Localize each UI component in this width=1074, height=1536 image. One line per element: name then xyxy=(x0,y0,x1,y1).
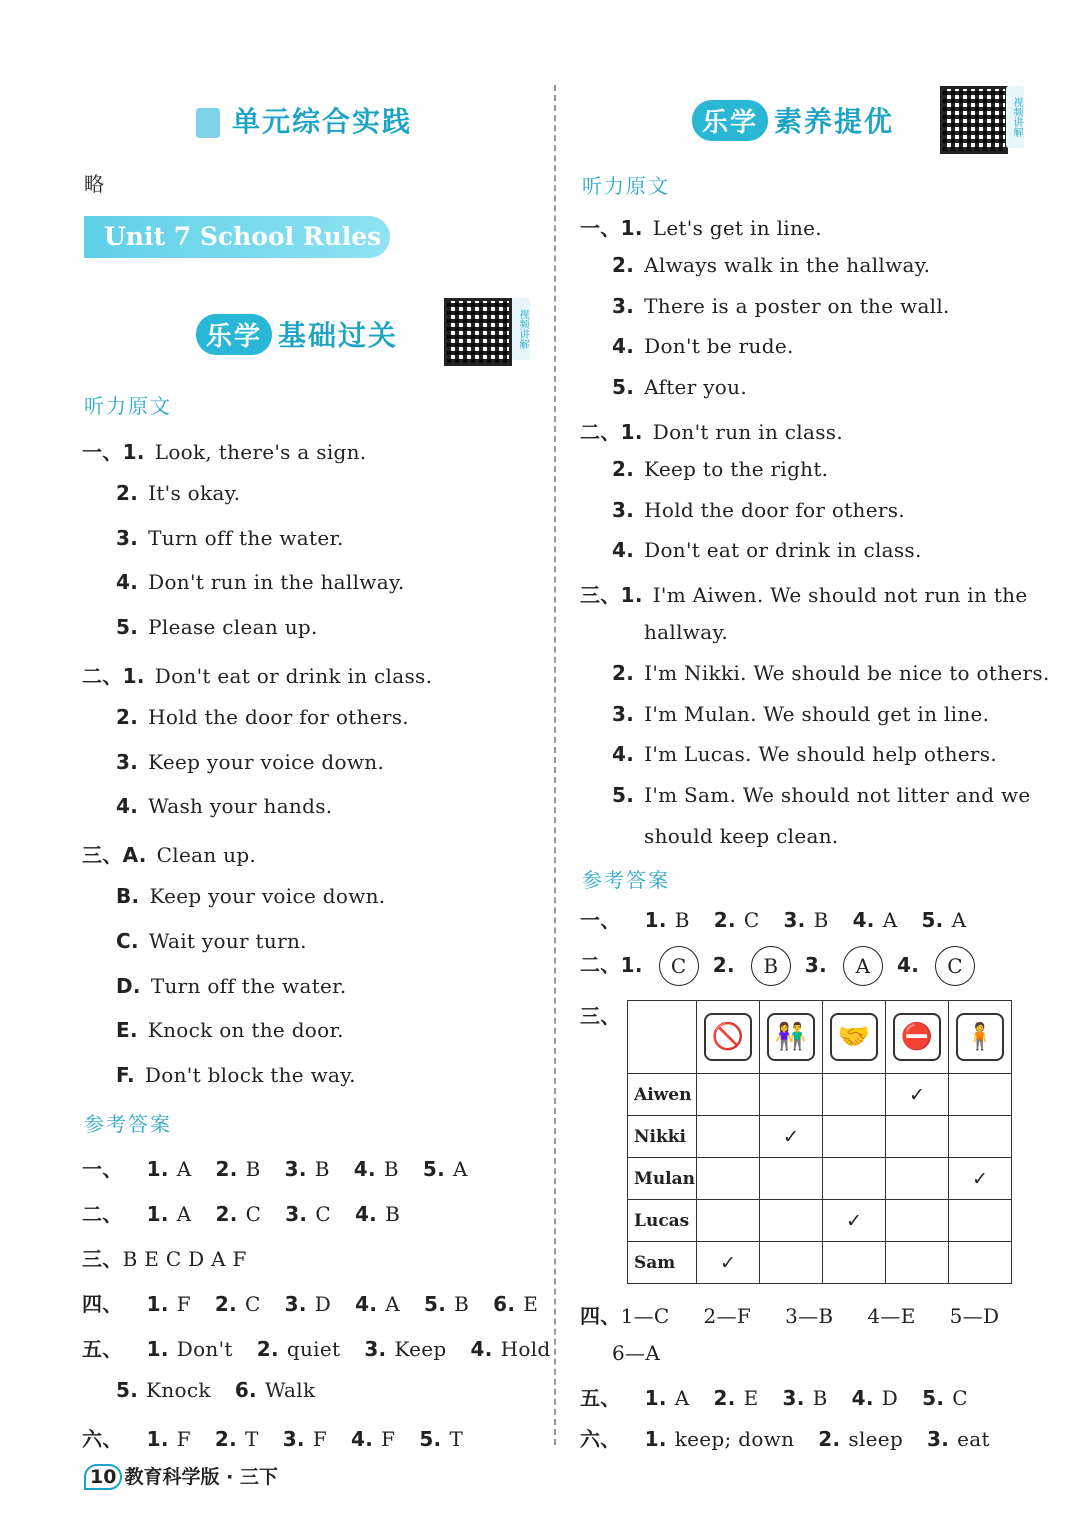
item-number: 5. xyxy=(422,1157,445,1181)
question-group-number: 一、 xyxy=(82,1157,123,1181)
item-number: 1. xyxy=(122,664,145,688)
listening-line xyxy=(612,334,794,358)
item-number: 5. xyxy=(612,375,635,400)
check-mark-icon: ✓ xyxy=(972,1167,988,1190)
answer-value: D xyxy=(881,1386,899,1410)
item-number: 1. xyxy=(620,216,643,240)
check-cell xyxy=(886,1158,949,1200)
check-mark-icon: ✓ xyxy=(846,1209,862,1232)
listening-text: I'm Aiwen. We should not run in the xyxy=(652,583,1028,608)
listening-text: Don't run in the hallway. xyxy=(148,570,405,595)
item-number: 5. xyxy=(612,783,635,808)
item-number: 2. xyxy=(612,660,635,685)
circled-answer: C xyxy=(935,946,975,986)
answer-line xyxy=(82,1153,468,1182)
item-number: 1. xyxy=(644,908,667,932)
listening-line xyxy=(116,929,307,953)
line-up-icon: 🧍 xyxy=(956,1013,1004,1061)
question-group-number: 一、 xyxy=(82,440,123,464)
picture-cell xyxy=(760,1001,823,1074)
answer-line xyxy=(82,1243,247,1272)
page-footer xyxy=(84,1462,278,1490)
answer-value: B xyxy=(454,1292,470,1316)
listening-line xyxy=(580,579,1027,608)
item-number: 5. xyxy=(116,615,139,640)
check-cell xyxy=(697,1200,760,1242)
qr-video-tag: 视频讲解 xyxy=(512,298,530,360)
answer-value: C xyxy=(315,1202,331,1226)
listening-line xyxy=(580,212,822,241)
listening-text: hallway. xyxy=(644,620,729,644)
item-number: 1. xyxy=(620,420,643,444)
answer-value: B xyxy=(812,1386,828,1410)
check-cell xyxy=(823,1074,886,1116)
circled-answer: C xyxy=(659,946,699,986)
item-number: 2. xyxy=(712,952,735,977)
check-cell xyxy=(760,1200,823,1242)
listening-title: 听力原文 xyxy=(84,394,172,418)
item-number: 3. xyxy=(782,1386,805,1410)
item-number: 4. xyxy=(851,1386,874,1410)
listening-text: Turn off the water. xyxy=(148,525,344,550)
question-group-number: 二、 xyxy=(580,420,621,444)
answer-value: C xyxy=(245,1292,261,1316)
checklist-table xyxy=(627,1000,1012,1284)
check-cell xyxy=(886,1242,949,1284)
item-number: 4. xyxy=(896,952,920,977)
listening-line xyxy=(116,615,318,639)
item-number: 1. xyxy=(122,440,145,464)
question-group-number: 二、 xyxy=(580,952,621,977)
table-row xyxy=(628,1242,1012,1284)
check-cell xyxy=(823,1158,886,1200)
item-number: 1. xyxy=(620,583,643,608)
listening-line xyxy=(82,839,256,868)
item-number: 3. xyxy=(282,1427,305,1451)
answer-value: A xyxy=(951,908,967,932)
answer-row-4 xyxy=(580,1300,1033,1329)
item-number: 6. xyxy=(493,1292,516,1316)
listening-text: Look, there's a sign. xyxy=(154,440,367,464)
item-number: B. xyxy=(116,884,140,908)
answer-title: 参考答案 xyxy=(84,1112,172,1136)
answer-row-4-cont xyxy=(612,1341,694,1365)
item-number: 6. xyxy=(234,1378,257,1402)
answer-row-2 xyxy=(580,946,989,986)
qr-code-icon[interactable] xyxy=(940,86,1008,154)
question-group-number: 四、 xyxy=(580,1304,621,1328)
listening-line xyxy=(116,1018,344,1042)
check-mark-icon: ✓ xyxy=(720,1251,736,1274)
no-running-icon: 🚫 xyxy=(704,1013,752,1061)
answer-value: Don't xyxy=(176,1337,233,1361)
question-group-number: 四、 xyxy=(82,1292,123,1316)
item-number: 1. xyxy=(644,1386,667,1410)
student-name: Nikki xyxy=(628,1116,697,1158)
listening-line xyxy=(612,294,950,318)
table-corner-cell xyxy=(628,1001,697,1074)
answer-value: sleep xyxy=(848,1427,904,1451)
listening-text: Keep your voice down. xyxy=(148,749,385,774)
banner-text: 基础过关 xyxy=(278,319,399,352)
answer-value: B xyxy=(314,1157,330,1181)
listening-line xyxy=(612,498,905,522)
no-litter-icon: ⛔ xyxy=(893,1013,941,1061)
answer-line xyxy=(82,1423,463,1452)
item-number: 3. xyxy=(116,749,139,774)
check-cell xyxy=(697,1074,760,1116)
item-number: 1. xyxy=(146,1337,169,1361)
question-group-number: 二、 xyxy=(82,664,123,688)
listening-line xyxy=(644,824,839,848)
listening-line xyxy=(116,794,332,818)
answer-value: C xyxy=(245,1202,262,1226)
listening-text: It's okay. xyxy=(148,480,241,505)
edition-label: 教育科学版 · 三下 xyxy=(124,1466,278,1488)
listening-text: Wait your turn. xyxy=(148,928,307,953)
basic-section-banner xyxy=(196,314,398,355)
check-cell xyxy=(886,1116,949,1158)
check-mark-icon: ✓ xyxy=(783,1125,799,1148)
kids-talking-icon: 👫 xyxy=(767,1013,815,1061)
item-number: 4. xyxy=(852,908,875,932)
question-group-number: 六、 xyxy=(82,1427,123,1451)
listening-text: Always walk in the hallway. xyxy=(644,252,931,277)
answer-value: F xyxy=(312,1427,327,1451)
answer-value: D xyxy=(314,1292,332,1316)
listening-line xyxy=(116,974,346,998)
bookmark-icon xyxy=(196,108,220,138)
answer-row-1 xyxy=(580,904,966,933)
table-row xyxy=(628,1158,1012,1200)
item-number: 4. xyxy=(353,1157,376,1181)
check-cell xyxy=(886,1200,949,1242)
answer-value: B xyxy=(245,1157,261,1181)
match-answer: 2—F xyxy=(703,1304,752,1328)
column-divider xyxy=(554,85,556,1445)
unit-title: Unit 7 School Rules xyxy=(84,216,390,258)
answer-row-6 xyxy=(580,1423,990,1452)
item-number: 2. xyxy=(116,704,139,729)
item-number: A. xyxy=(122,843,147,868)
listening-line xyxy=(116,526,344,550)
item-number: D. xyxy=(116,973,141,998)
question-group-number: 五、 xyxy=(580,1386,621,1410)
question-group-number: 五、 xyxy=(82,1337,123,1361)
listening-line xyxy=(612,457,828,481)
item-number: 3. xyxy=(284,1157,307,1181)
picture-cell xyxy=(697,1001,760,1074)
check-cell xyxy=(697,1158,760,1200)
listening-text: I'm Sam. We should not litter and we xyxy=(644,783,1031,808)
item-number: 1. xyxy=(146,1292,169,1316)
listening-text: should keep clean. xyxy=(644,824,839,848)
picture-cell xyxy=(949,1001,1012,1074)
item-number: F. xyxy=(116,1063,135,1088)
item-number: 3. xyxy=(804,952,827,977)
listening-text: After you. xyxy=(644,375,747,400)
check-cell xyxy=(697,1116,760,1158)
check-cell xyxy=(949,1158,1012,1200)
listening-title: 听力原文 xyxy=(582,174,670,198)
match-answer: 3—B xyxy=(785,1304,834,1328)
item-number: 5. xyxy=(922,1386,945,1410)
student-name: Aiwen xyxy=(628,1074,697,1116)
listening-line xyxy=(580,416,843,445)
listening-text: I'm Mulan. We should get in line. xyxy=(644,701,990,726)
answer-value: A xyxy=(385,1292,400,1316)
answer-value: B xyxy=(383,1157,399,1181)
item-number: 2. xyxy=(612,456,635,481)
answer-line xyxy=(82,1198,400,1227)
answer-value: Hold xyxy=(500,1337,551,1361)
banner-text: 素养提优 xyxy=(774,105,895,138)
listening-line xyxy=(612,783,1031,807)
answer-value: keep; down xyxy=(674,1427,795,1451)
listening-line xyxy=(612,742,997,766)
question-group-number: 六、 xyxy=(580,1427,621,1451)
listening-text: Knock on the door. xyxy=(147,1018,344,1043)
listening-line xyxy=(612,661,1050,685)
item-number: 2. xyxy=(116,480,139,505)
page-number: 10 xyxy=(84,1464,122,1490)
match-answer: 1—C xyxy=(620,1304,670,1328)
match-answer: 4—E xyxy=(867,1304,916,1328)
item-number: 3. xyxy=(783,908,806,932)
check-cell xyxy=(886,1074,949,1116)
picture-cell xyxy=(886,1001,949,1074)
listening-line xyxy=(82,660,432,689)
item-number: 2. xyxy=(214,1427,238,1451)
item-number: 3. xyxy=(612,497,635,522)
answer-value: B xyxy=(813,908,829,932)
student-name: Lucas xyxy=(628,1200,697,1242)
listening-text: Don't block the way. xyxy=(144,1063,356,1088)
helping-icon: 🤝 xyxy=(830,1013,878,1061)
match-answer: 5—D xyxy=(949,1304,1000,1328)
answer-value: T xyxy=(449,1427,464,1451)
answer-value: E xyxy=(523,1292,539,1316)
check-cell xyxy=(760,1116,823,1158)
student-name: Sam xyxy=(628,1242,697,1284)
answer-line xyxy=(116,1378,315,1402)
check-cell xyxy=(760,1158,823,1200)
listening-text: Hold the door for others. xyxy=(644,497,905,522)
answer-value: F xyxy=(381,1427,396,1451)
item-number: 3. xyxy=(284,1292,307,1316)
item-number: 2. xyxy=(713,908,736,932)
check-cell xyxy=(949,1074,1012,1116)
listening-text: Hold the door for others. xyxy=(148,704,409,729)
listening-text: Turn off the water. xyxy=(150,973,347,998)
item-number: 3. xyxy=(116,525,139,550)
answer-value: A xyxy=(674,1386,690,1410)
listening-text: I'm Lucas. We should help others. xyxy=(644,742,998,767)
listening-line xyxy=(116,750,384,774)
answer-line xyxy=(82,1288,538,1317)
item-number: 5. xyxy=(116,1378,139,1402)
item-number: 3. xyxy=(285,1202,308,1226)
listening-line xyxy=(116,884,385,908)
listening-line xyxy=(612,702,989,726)
item-number: 4. xyxy=(116,570,139,595)
item-number: 3. xyxy=(364,1337,387,1361)
item-number: 5. xyxy=(424,1292,447,1316)
check-cell xyxy=(760,1242,823,1284)
answer-value: F xyxy=(176,1427,191,1451)
listening-line xyxy=(612,538,922,562)
answer-value: B E C D A F xyxy=(122,1247,247,1271)
check-cell xyxy=(697,1242,760,1284)
answer-value: C xyxy=(952,1386,968,1410)
question-group-number: 一、 xyxy=(580,908,621,932)
item-number: 2. xyxy=(612,252,635,277)
answer-value: A xyxy=(882,908,898,932)
listening-line xyxy=(116,570,405,594)
item-number: 5. xyxy=(419,1427,442,1451)
listening-line xyxy=(116,1063,356,1087)
check-cell xyxy=(823,1116,886,1158)
listening-text: There is a poster on the wall. xyxy=(644,293,950,318)
check-mark-icon: ✓ xyxy=(909,1083,925,1106)
question-group-number: 二、 xyxy=(82,1202,123,1226)
answer-value: quiet xyxy=(286,1337,341,1361)
item-number: 1. xyxy=(146,1157,169,1181)
listening-text: Let's get in line. xyxy=(652,216,822,240)
listening-line xyxy=(116,705,409,729)
item-number: 4. xyxy=(116,794,139,819)
answer-value: C xyxy=(743,908,760,932)
answer-value: B xyxy=(385,1202,401,1226)
check-cell xyxy=(823,1242,886,1284)
listening-text: Keep your voice down. xyxy=(149,884,386,908)
answer-value: F xyxy=(176,1292,191,1316)
item-number: E. xyxy=(116,1018,138,1043)
item-number: 4. xyxy=(351,1427,374,1451)
omitted-note: 略 xyxy=(84,172,105,196)
qr-video-tag: 视频讲解 xyxy=(1006,86,1024,148)
question-group-number: 三、 xyxy=(580,583,621,608)
answer-row-3-label: 三、 xyxy=(580,1004,621,1028)
item-number: 2. xyxy=(256,1337,279,1361)
circled-answer: A xyxy=(843,946,883,986)
answer-value: B xyxy=(674,908,690,932)
answer-value: A xyxy=(176,1157,192,1181)
item-number: 4. xyxy=(354,1202,378,1226)
answer-value: Keep xyxy=(394,1337,447,1361)
question-group-number: 一、 xyxy=(580,216,621,240)
listening-line xyxy=(82,436,366,465)
item-number: 2. xyxy=(713,1386,736,1410)
unit-practice-title: 单元综合实践 xyxy=(196,100,412,140)
answer-value: T xyxy=(245,1427,259,1451)
item-number: 3. xyxy=(612,293,635,318)
lexue-badge: 乐学 xyxy=(692,100,768,141)
picture-cell xyxy=(823,1001,886,1074)
listening-text: Don't eat or drink in class. xyxy=(154,664,433,688)
listening-text: Clean up. xyxy=(156,843,257,868)
answer-value: E xyxy=(743,1386,759,1410)
item-number: C. xyxy=(116,928,139,953)
item-number: 4. xyxy=(612,334,635,359)
item-number: 1. xyxy=(620,952,643,977)
item-number: 4. xyxy=(470,1337,493,1361)
answer-value: Walk xyxy=(264,1378,316,1402)
listening-line xyxy=(116,481,240,505)
match-answer: 6—A xyxy=(612,1341,661,1365)
listening-text: Wash your hands. xyxy=(148,794,333,819)
item-number: 5. xyxy=(921,908,944,932)
item-number: 2. xyxy=(215,1202,238,1226)
item-number: 4. xyxy=(355,1292,378,1316)
listening-line xyxy=(644,620,728,644)
lexue-badge: 乐学 xyxy=(196,314,272,355)
item-number: 2. xyxy=(214,1292,238,1316)
answer-value: eat xyxy=(957,1427,990,1451)
advanced-section-banner xyxy=(692,100,894,141)
item-number: 1. xyxy=(146,1202,169,1226)
answer-line xyxy=(82,1333,551,1362)
listening-text: Please clean up. xyxy=(148,615,318,640)
check-cell xyxy=(760,1074,823,1116)
listening-text: Don't be rude. xyxy=(644,334,794,359)
listening-text: I'm Nikki. We should be nice to others. xyxy=(644,660,1050,685)
answer-value: A xyxy=(452,1157,468,1181)
check-cell xyxy=(949,1200,1012,1242)
answer-title: 参考答案 xyxy=(582,868,670,892)
answer-row-5 xyxy=(580,1382,968,1411)
circled-answer: B xyxy=(751,946,791,986)
question-group-number: 三、 xyxy=(82,843,123,868)
question-group-number: 三、 xyxy=(82,1247,123,1271)
listening-line xyxy=(612,253,930,277)
listening-text: Keep to the right. xyxy=(644,456,829,481)
table-row xyxy=(628,1200,1012,1242)
item-number: 1. xyxy=(146,1427,169,1451)
check-cell xyxy=(823,1200,886,1242)
table-header-row xyxy=(628,1001,1012,1074)
item-number: 2. xyxy=(215,1157,238,1181)
check-cell xyxy=(949,1242,1012,1284)
item-number: 2. xyxy=(818,1427,841,1451)
answer-value: A xyxy=(176,1202,192,1226)
item-number: 3. xyxy=(927,1427,950,1451)
qr-code-icon[interactable] xyxy=(444,298,512,366)
item-number: 3. xyxy=(612,701,635,726)
listening-line xyxy=(612,375,747,399)
item-number: 4. xyxy=(612,742,635,767)
table-row xyxy=(628,1116,1012,1158)
table-row xyxy=(628,1074,1012,1116)
answer-value: Knock xyxy=(146,1378,211,1402)
listening-text: Don't run in class. xyxy=(652,420,844,444)
listening-text: Don't eat or drink in class. xyxy=(644,538,922,563)
student-name: Mulan xyxy=(628,1158,697,1200)
check-cell xyxy=(949,1116,1012,1158)
item-number: 1. xyxy=(644,1427,667,1451)
item-number: 4. xyxy=(612,538,635,563)
